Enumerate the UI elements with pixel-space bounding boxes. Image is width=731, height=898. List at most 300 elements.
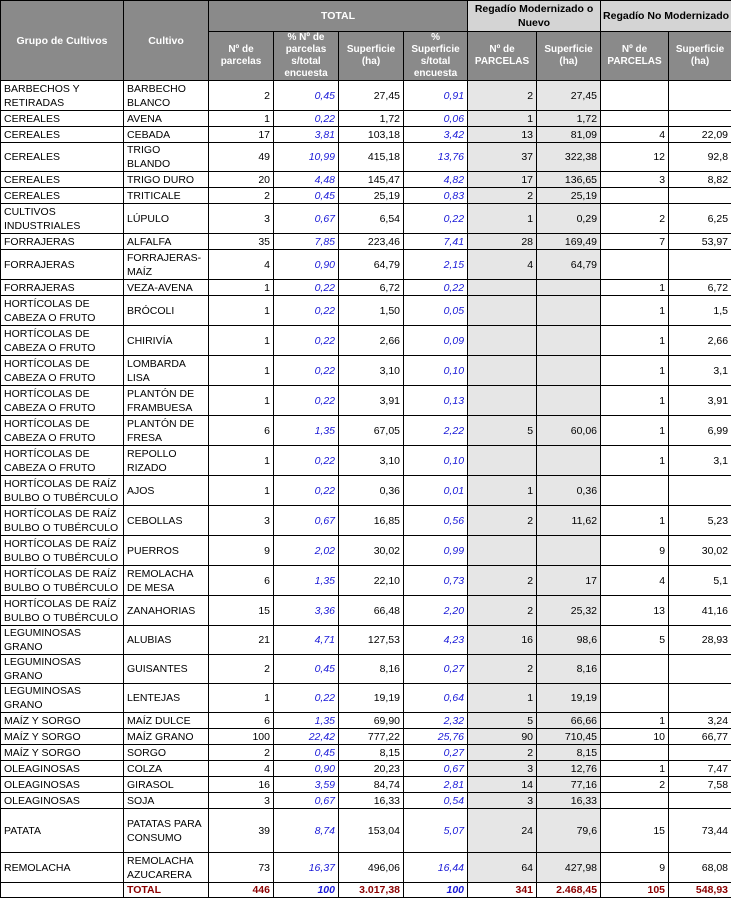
nomod-n-parcelas-cell: 9 bbox=[601, 536, 669, 566]
cultivo-cell: PATATAS PARA CONSUMO bbox=[124, 809, 209, 853]
mod-superficie-cell: 81,09 bbox=[537, 127, 601, 143]
n-parcelas-cell: 3 bbox=[209, 204, 274, 234]
superficie-cell: 8,15 bbox=[339, 745, 404, 761]
grupo-cell: HORTÍCOLAS DE CABEZA O FRUTO bbox=[1, 326, 124, 356]
table-row bbox=[1, 127, 731, 143]
pct-parcelas-cell: 0,22 bbox=[274, 296, 339, 326]
mod-n-parcelas-cell: 1 bbox=[468, 111, 537, 127]
table-body bbox=[1, 81, 731, 883]
mod-superficie-cell: 710,45 bbox=[537, 729, 601, 745]
table-row bbox=[1, 446, 731, 476]
table-row bbox=[1, 250, 731, 280]
nomod-superficie-cell: 5,1 bbox=[669, 566, 731, 596]
pct-superficie-cell: 13,76 bbox=[404, 143, 468, 172]
mod-superficie-cell: 0,36 bbox=[537, 476, 601, 506]
n-parcelas-cell: 15 bbox=[209, 596, 274, 626]
nomod-superficie-cell bbox=[669, 684, 731, 713]
superficie-cell: 223,46 bbox=[339, 234, 404, 250]
pct-superficie-cell: 16,44 bbox=[404, 853, 468, 883]
n-parcelas-cell: 1 bbox=[209, 356, 274, 386]
superficie-cell: 8,16 bbox=[339, 655, 404, 684]
superficie-cell: 496,06 bbox=[339, 853, 404, 883]
mod-superficie-cell: 427,98 bbox=[537, 853, 601, 883]
mod-n-parcelas-cell bbox=[468, 386, 537, 416]
cultivo-cell: PUERROS bbox=[124, 536, 209, 566]
header-mod-superficie: Superficie (ha) bbox=[537, 32, 601, 81]
grupo-cell: HORTÍCOLAS DE CABEZA O FRUTO bbox=[1, 296, 124, 326]
table-row bbox=[1, 566, 731, 596]
pct-superficie-cell: 7,41 bbox=[404, 234, 468, 250]
pct-parcelas-cell: 0,67 bbox=[274, 506, 339, 536]
pct-parcelas-cell: 0,22 bbox=[274, 280, 339, 296]
pct-superficie-cell: 0,06 bbox=[404, 111, 468, 127]
grupo-cell: BARBECHOS Y RETIRADAS bbox=[1, 81, 124, 111]
grupo-cell: HORTÍCOLAS DE CABEZA O FRUTO bbox=[1, 356, 124, 386]
pct-parcelas-cell: 16,37 bbox=[274, 853, 339, 883]
mod-n-parcelas-cell: 2 bbox=[468, 81, 537, 111]
superficie-cell: 145,47 bbox=[339, 172, 404, 188]
superficie-cell: 66,48 bbox=[339, 596, 404, 626]
table-row bbox=[1, 596, 731, 626]
table-row bbox=[1, 536, 731, 566]
superficie-cell: 67,05 bbox=[339, 416, 404, 446]
n-parcelas-cell: 1 bbox=[209, 111, 274, 127]
grupo-cell: LEGUMINOSAS GRANO bbox=[1, 655, 124, 684]
header-pct-superficie: % Superficie s/total encuesta bbox=[404, 32, 468, 81]
nomod-superficie-cell bbox=[669, 188, 731, 204]
nomod-superficie-cell: 3,1 bbox=[669, 356, 731, 386]
nomod-n-parcelas-cell bbox=[601, 684, 669, 713]
superficie-cell: 19,19 bbox=[339, 684, 404, 713]
total-mod-superficie: 2.468,45 bbox=[537, 883, 601, 898]
mod-superficie-cell bbox=[537, 280, 601, 296]
grupo-cell: MAÍZ Y SORGO bbox=[1, 713, 124, 729]
mod-superficie-cell bbox=[537, 536, 601, 566]
cultivo-cell: GUISANTES bbox=[124, 655, 209, 684]
header-total: TOTAL bbox=[209, 1, 468, 32]
nomod-superficie-cell: 5,23 bbox=[669, 506, 731, 536]
nomod-superficie-cell: 66,77 bbox=[669, 729, 731, 745]
mod-superficie-cell: 8,16 bbox=[537, 655, 601, 684]
cultivo-cell: VEZA-AVENA bbox=[124, 280, 209, 296]
mod-n-parcelas-cell: 1 bbox=[468, 476, 537, 506]
mod-n-parcelas-cell bbox=[468, 280, 537, 296]
cultivo-cell: PLANTÓN DE FRESA bbox=[124, 416, 209, 446]
pct-superficie-cell: 0,10 bbox=[404, 356, 468, 386]
cultivo-cell: REMOLACHA DE MESA bbox=[124, 566, 209, 596]
table-row bbox=[1, 793, 731, 809]
mod-superficie-cell: 64,79 bbox=[537, 250, 601, 280]
table-row bbox=[1, 204, 731, 234]
total-label: TOTAL bbox=[124, 883, 209, 898]
mod-superficie-cell: 16,33 bbox=[537, 793, 601, 809]
pct-superficie-cell: 2,22 bbox=[404, 416, 468, 446]
pct-superficie-cell: 25,76 bbox=[404, 729, 468, 745]
nomod-superficie-cell: 6,99 bbox=[669, 416, 731, 446]
mod-n-parcelas-cell: 1 bbox=[468, 204, 537, 234]
n-parcelas-cell: 1 bbox=[209, 326, 274, 356]
mod-n-parcelas-cell: 64 bbox=[468, 853, 537, 883]
total-mod-n-parcelas: 341 bbox=[468, 883, 537, 898]
mod-superficie-cell bbox=[537, 356, 601, 386]
nomod-superficie-cell: 30,02 bbox=[669, 536, 731, 566]
cultivo-cell: BRÓCOLI bbox=[124, 296, 209, 326]
table-row bbox=[1, 143, 731, 172]
grupo-cell: OLEAGINOSAS bbox=[1, 777, 124, 793]
pct-parcelas-cell: 7,85 bbox=[274, 234, 339, 250]
table-row bbox=[1, 476, 731, 506]
n-parcelas-cell: 3 bbox=[209, 793, 274, 809]
nomod-superficie-cell: 3,24 bbox=[669, 713, 731, 729]
cultivo-cell: COLZA bbox=[124, 761, 209, 777]
pct-parcelas-cell: 1,35 bbox=[274, 566, 339, 596]
table-row bbox=[1, 853, 731, 883]
superficie-cell: 1,50 bbox=[339, 296, 404, 326]
pct-superficie-cell: 3,42 bbox=[404, 127, 468, 143]
grupo-cell: HORTÍCOLAS DE RAÍZ BULBO O TUBÉRCULO bbox=[1, 566, 124, 596]
grupo-cell: LEGUMINOSAS GRANO bbox=[1, 626, 124, 655]
header-regadio-no-modernizado: Regadío No Modernizado bbox=[601, 1, 731, 32]
mod-superficie-cell: 25,32 bbox=[537, 596, 601, 626]
nomod-n-parcelas-cell: 7 bbox=[601, 234, 669, 250]
mod-superficie-cell: 1,72 bbox=[537, 111, 601, 127]
mod-n-parcelas-cell bbox=[468, 536, 537, 566]
pct-parcelas-cell: 1,35 bbox=[274, 416, 339, 446]
nomod-n-parcelas-cell bbox=[601, 793, 669, 809]
pct-superficie-cell: 4,23 bbox=[404, 626, 468, 655]
nomod-superficie-cell: 6,25 bbox=[669, 204, 731, 234]
nomod-n-parcelas-cell: 1 bbox=[601, 761, 669, 777]
total-pct-parcelas: 100 bbox=[274, 883, 339, 898]
superficie-cell: 69,90 bbox=[339, 713, 404, 729]
header-nomod-superficie: Superficie (ha) bbox=[669, 32, 731, 81]
superficie-cell: 20,23 bbox=[339, 761, 404, 777]
mod-superficie-cell: 322,38 bbox=[537, 143, 601, 172]
pct-parcelas-cell: 0,67 bbox=[274, 204, 339, 234]
mod-superficie-cell: 0,29 bbox=[537, 204, 601, 234]
nomod-n-parcelas-cell bbox=[601, 655, 669, 684]
cultivo-cell: PLANTÓN DE FRAMBUESA bbox=[124, 386, 209, 416]
grupo-cell: MAÍZ Y SORGO bbox=[1, 729, 124, 745]
n-parcelas-cell: 20 bbox=[209, 172, 274, 188]
nomod-n-parcelas-cell bbox=[601, 476, 669, 506]
table-row bbox=[1, 111, 731, 127]
mod-superficie-cell: 169,49 bbox=[537, 234, 601, 250]
nomod-superficie-cell: 8,82 bbox=[669, 172, 731, 188]
grupo-cell: CEREALES bbox=[1, 111, 124, 127]
superficie-cell: 6,72 bbox=[339, 280, 404, 296]
n-parcelas-cell: 2 bbox=[209, 745, 274, 761]
pct-parcelas-cell: 0,22 bbox=[274, 111, 339, 127]
superficie-cell: 27,45 bbox=[339, 81, 404, 111]
pct-parcelas-cell: 0,45 bbox=[274, 188, 339, 204]
mod-superficie-cell: 11,62 bbox=[537, 506, 601, 536]
pct-superficie-cell: 2,81 bbox=[404, 777, 468, 793]
mod-superficie-cell bbox=[537, 296, 601, 326]
nomod-n-parcelas-cell: 4 bbox=[601, 566, 669, 596]
nomod-n-parcelas-cell: 4 bbox=[601, 127, 669, 143]
total-superficie: 3.017,38 bbox=[339, 883, 404, 898]
nomod-superficie-cell: 22,09 bbox=[669, 127, 731, 143]
mod-n-parcelas-cell: 2 bbox=[468, 506, 537, 536]
nomod-n-parcelas-cell: 9 bbox=[601, 853, 669, 883]
mod-superficie-cell: 136,65 bbox=[537, 172, 601, 188]
grupo-cell: REMOLACHA bbox=[1, 853, 124, 883]
nomod-n-parcelas-cell: 2 bbox=[601, 204, 669, 234]
mod-superficie-cell bbox=[537, 326, 601, 356]
superficie-cell: 2,66 bbox=[339, 326, 404, 356]
table-header bbox=[1, 1, 731, 81]
superficie-cell: 22,10 bbox=[339, 566, 404, 596]
mod-n-parcelas-cell: 16 bbox=[468, 626, 537, 655]
table-row bbox=[1, 81, 731, 111]
header-regadio-modernizado: Regadío Modernizado o Nuevo bbox=[468, 1, 601, 32]
header-nomod-n-parcelas: Nº de PARCELAS bbox=[601, 32, 669, 81]
table-row bbox=[1, 172, 731, 188]
table-row bbox=[1, 809, 731, 853]
n-parcelas-cell: 21 bbox=[209, 626, 274, 655]
n-parcelas-cell: 4 bbox=[209, 761, 274, 777]
pct-parcelas-cell: 0,22 bbox=[274, 386, 339, 416]
superficie-cell: 0,36 bbox=[339, 476, 404, 506]
superficie-cell: 64,79 bbox=[339, 250, 404, 280]
table-row bbox=[1, 684, 731, 713]
n-parcelas-cell: 49 bbox=[209, 143, 274, 172]
nomod-superficie-cell: 2,66 bbox=[669, 326, 731, 356]
mod-n-parcelas-cell: 2 bbox=[468, 566, 537, 596]
pct-parcelas-cell: 0,22 bbox=[274, 356, 339, 386]
pct-parcelas-cell: 3,36 bbox=[274, 596, 339, 626]
cultivo-cell: ALFALFA bbox=[124, 234, 209, 250]
table-row bbox=[1, 745, 731, 761]
mod-n-parcelas-cell: 24 bbox=[468, 809, 537, 853]
mod-n-parcelas-cell: 13 bbox=[468, 127, 537, 143]
cultivo-cell: TRIGO DURO bbox=[124, 172, 209, 188]
cultivo-cell: LÚPULO bbox=[124, 204, 209, 234]
pct-superficie-cell: 2,15 bbox=[404, 250, 468, 280]
pct-superficie-cell: 0,27 bbox=[404, 745, 468, 761]
nomod-n-parcelas-cell: 1 bbox=[601, 326, 669, 356]
grupo-cell: HORTÍCOLAS DE RAÍZ BULBO O TUBÉRCULO bbox=[1, 536, 124, 566]
mod-superficie-cell: 17 bbox=[537, 566, 601, 596]
mod-n-parcelas-cell: 3 bbox=[468, 761, 537, 777]
cultivo-cell: AJOS bbox=[124, 476, 209, 506]
superficie-cell: 16,33 bbox=[339, 793, 404, 809]
pct-parcelas-cell: 0,45 bbox=[274, 655, 339, 684]
pct-superficie-cell: 0,99 bbox=[404, 536, 468, 566]
cultivo-cell: TRIGO BLANDO bbox=[124, 143, 209, 172]
nomod-n-parcelas-cell: 1 bbox=[601, 280, 669, 296]
nomod-n-parcelas-cell: 1 bbox=[601, 356, 669, 386]
superficie-cell: 153,04 bbox=[339, 809, 404, 853]
mod-n-parcelas-cell: 90 bbox=[468, 729, 537, 745]
pct-superficie-cell: 0,09 bbox=[404, 326, 468, 356]
n-parcelas-cell: 16 bbox=[209, 777, 274, 793]
cultivo-cell: ALUBIAS bbox=[124, 626, 209, 655]
n-parcelas-cell: 73 bbox=[209, 853, 274, 883]
pct-parcelas-cell: 4,71 bbox=[274, 626, 339, 655]
pct-superficie-cell: 0,91 bbox=[404, 81, 468, 111]
n-parcelas-cell: 9 bbox=[209, 536, 274, 566]
n-parcelas-cell: 1 bbox=[209, 296, 274, 326]
table-row bbox=[1, 234, 731, 250]
n-parcelas-cell: 6 bbox=[209, 713, 274, 729]
mod-n-parcelas-cell: 14 bbox=[468, 777, 537, 793]
table-row bbox=[1, 386, 731, 416]
nomod-n-parcelas-cell: 1 bbox=[601, 713, 669, 729]
total-nomod-superficie: 548,93 bbox=[669, 883, 731, 898]
mod-n-parcelas-cell bbox=[468, 446, 537, 476]
header-pct-parcelas: % Nº de parcelas s/total encuesta bbox=[274, 32, 339, 81]
n-parcelas-cell: 35 bbox=[209, 234, 274, 250]
pct-parcelas-cell: 0,45 bbox=[274, 81, 339, 111]
mod-superficie-cell: 60,06 bbox=[537, 416, 601, 446]
mod-n-parcelas-cell: 4 bbox=[468, 250, 537, 280]
mod-superficie-cell: 98,6 bbox=[537, 626, 601, 655]
header-mod-n-parcelas: Nº de PARCELAS bbox=[468, 32, 537, 81]
mod-n-parcelas-cell: 2 bbox=[468, 188, 537, 204]
mod-superficie-cell: 27,45 bbox=[537, 81, 601, 111]
mod-n-parcelas-cell: 3 bbox=[468, 793, 537, 809]
table-row bbox=[1, 296, 731, 326]
grupo-cell: CEREALES bbox=[1, 127, 124, 143]
cultivo-cell: FORRAJERAS-MAÍZ bbox=[124, 250, 209, 280]
grupo-cell: HORTÍCOLAS DE RAÍZ BULBO O TUBÉRCULO bbox=[1, 596, 124, 626]
grupo-cell: HORTÍCOLAS DE CABEZA O FRUTO bbox=[1, 386, 124, 416]
mod-n-parcelas-cell bbox=[468, 356, 537, 386]
pct-parcelas-cell: 2,02 bbox=[274, 536, 339, 566]
cultivo-cell: CHIRIVÍA bbox=[124, 326, 209, 356]
nomod-n-parcelas-cell bbox=[601, 745, 669, 761]
table-row bbox=[1, 280, 731, 296]
cultivo-cell: REMOLACHA AZUCARERA bbox=[124, 853, 209, 883]
mod-superficie-cell: 19,19 bbox=[537, 684, 601, 713]
pct-superficie-cell: 0,54 bbox=[404, 793, 468, 809]
grupo-cell: HORTÍCOLAS DE RAÍZ BULBO O TUBÉRCULO bbox=[1, 506, 124, 536]
mod-superficie-cell: 8,15 bbox=[537, 745, 601, 761]
mod-n-parcelas-cell: 5 bbox=[468, 713, 537, 729]
pct-superficie-cell: 0,13 bbox=[404, 386, 468, 416]
table-row bbox=[1, 761, 731, 777]
cultivo-cell: SORGO bbox=[124, 745, 209, 761]
header-superficie: Superficie (ha) bbox=[339, 32, 404, 81]
pct-parcelas-cell: 10,99 bbox=[274, 143, 339, 172]
mod-superficie-cell: 77,16 bbox=[537, 777, 601, 793]
nomod-n-parcelas-cell: 2 bbox=[601, 777, 669, 793]
pct-superficie-cell: 4,82 bbox=[404, 172, 468, 188]
mod-superficie-cell: 12,76 bbox=[537, 761, 601, 777]
nomod-n-parcelas-cell: 12 bbox=[601, 143, 669, 172]
n-parcelas-cell: 100 bbox=[209, 729, 274, 745]
n-parcelas-cell: 3 bbox=[209, 506, 274, 536]
mod-n-parcelas-cell: 2 bbox=[468, 745, 537, 761]
n-parcelas-cell: 4 bbox=[209, 250, 274, 280]
mod-n-parcelas-cell bbox=[468, 296, 537, 326]
nomod-superficie-cell: 1,5 bbox=[669, 296, 731, 326]
cultivo-cell: CEBOLLAS bbox=[124, 506, 209, 536]
nomod-n-parcelas-cell: 1 bbox=[601, 446, 669, 476]
n-parcelas-cell: 1 bbox=[209, 476, 274, 506]
nomod-n-parcelas-cell bbox=[601, 111, 669, 127]
nomod-superficie-cell bbox=[669, 655, 731, 684]
nomod-n-parcelas-cell bbox=[601, 188, 669, 204]
table-row bbox=[1, 777, 731, 793]
n-parcelas-cell: 39 bbox=[209, 809, 274, 853]
superficie-cell: 84,74 bbox=[339, 777, 404, 793]
table-row bbox=[1, 626, 731, 655]
nomod-superficie-cell: 68,08 bbox=[669, 853, 731, 883]
nomod-n-parcelas-cell: 1 bbox=[601, 416, 669, 446]
cultivo-cell: LOMBARDA LISA bbox=[124, 356, 209, 386]
grupo-cell: MAÍZ Y SORGO bbox=[1, 745, 124, 761]
table-row bbox=[1, 188, 731, 204]
nomod-superficie-cell: 92,8 bbox=[669, 143, 731, 172]
grupo-cell: OLEAGINOSAS bbox=[1, 793, 124, 809]
superficie-cell: 415,18 bbox=[339, 143, 404, 172]
nomod-n-parcelas-cell: 1 bbox=[601, 506, 669, 536]
n-parcelas-cell: 2 bbox=[209, 81, 274, 111]
superficie-cell: 3,91 bbox=[339, 386, 404, 416]
cultivo-cell: LENTEJAS bbox=[124, 684, 209, 713]
nomod-superficie-cell bbox=[669, 745, 731, 761]
cultivo-cell: MAÍZ DULCE bbox=[124, 713, 209, 729]
mod-n-parcelas-cell: 17 bbox=[468, 172, 537, 188]
pct-parcelas-cell: 1,35 bbox=[274, 713, 339, 729]
superficie-cell: 1,72 bbox=[339, 111, 404, 127]
pct-superficie-cell: 2,32 bbox=[404, 713, 468, 729]
pct-parcelas-cell: 8,74 bbox=[274, 809, 339, 853]
pct-superficie-cell: 0,27 bbox=[404, 655, 468, 684]
total-row bbox=[1, 883, 731, 898]
pct-superficie-cell: 5,07 bbox=[404, 809, 468, 853]
cultivo-cell: MAÍZ GRANO bbox=[124, 729, 209, 745]
grupo-cell: FORRAJERAS bbox=[1, 280, 124, 296]
mod-n-parcelas-cell: 2 bbox=[468, 655, 537, 684]
n-parcelas-cell: 6 bbox=[209, 566, 274, 596]
table-row bbox=[1, 713, 731, 729]
nomod-superficie-cell: 3,91 bbox=[669, 386, 731, 416]
pct-superficie-cell: 2,20 bbox=[404, 596, 468, 626]
pct-superficie-cell: 0,22 bbox=[404, 204, 468, 234]
cultivo-cell: GIRASOL bbox=[124, 777, 209, 793]
nomod-n-parcelas-cell: 5 bbox=[601, 626, 669, 655]
table-row bbox=[1, 326, 731, 356]
nomod-n-parcelas-cell bbox=[601, 250, 669, 280]
n-parcelas-cell: 17 bbox=[209, 127, 274, 143]
nomod-n-parcelas-cell: 1 bbox=[601, 296, 669, 326]
grupo-cell: CULTIVOS INDUSTRIALES bbox=[1, 204, 124, 234]
table-footer bbox=[1, 883, 731, 898]
header-cultivo: Cultivo bbox=[124, 1, 209, 81]
grupo-cell: OLEAGINOSAS bbox=[1, 761, 124, 777]
total-nomod-n-parcelas: 105 bbox=[601, 883, 669, 898]
mod-superficie-cell: 25,19 bbox=[537, 188, 601, 204]
grupo-cell: CEREALES bbox=[1, 143, 124, 172]
nomod-superficie-cell bbox=[669, 111, 731, 127]
superficie-cell: 3,10 bbox=[339, 356, 404, 386]
pct-superficie-cell: 0,05 bbox=[404, 296, 468, 326]
grupo-cell: HORTÍCOLAS DE CABEZA O FRUTO bbox=[1, 446, 124, 476]
mod-n-parcelas-cell bbox=[468, 326, 537, 356]
cultivo-cell: REPOLLO RIZADO bbox=[124, 446, 209, 476]
pct-superficie-cell: 0,64 bbox=[404, 684, 468, 713]
pct-superficie-cell: 0,22 bbox=[404, 280, 468, 296]
n-parcelas-cell: 2 bbox=[209, 188, 274, 204]
superficie-cell: 25,19 bbox=[339, 188, 404, 204]
superficie-cell: 127,53 bbox=[339, 626, 404, 655]
mod-n-parcelas-cell: 5 bbox=[468, 416, 537, 446]
grupo-cell: LEGUMINOSAS GRANO bbox=[1, 684, 124, 713]
